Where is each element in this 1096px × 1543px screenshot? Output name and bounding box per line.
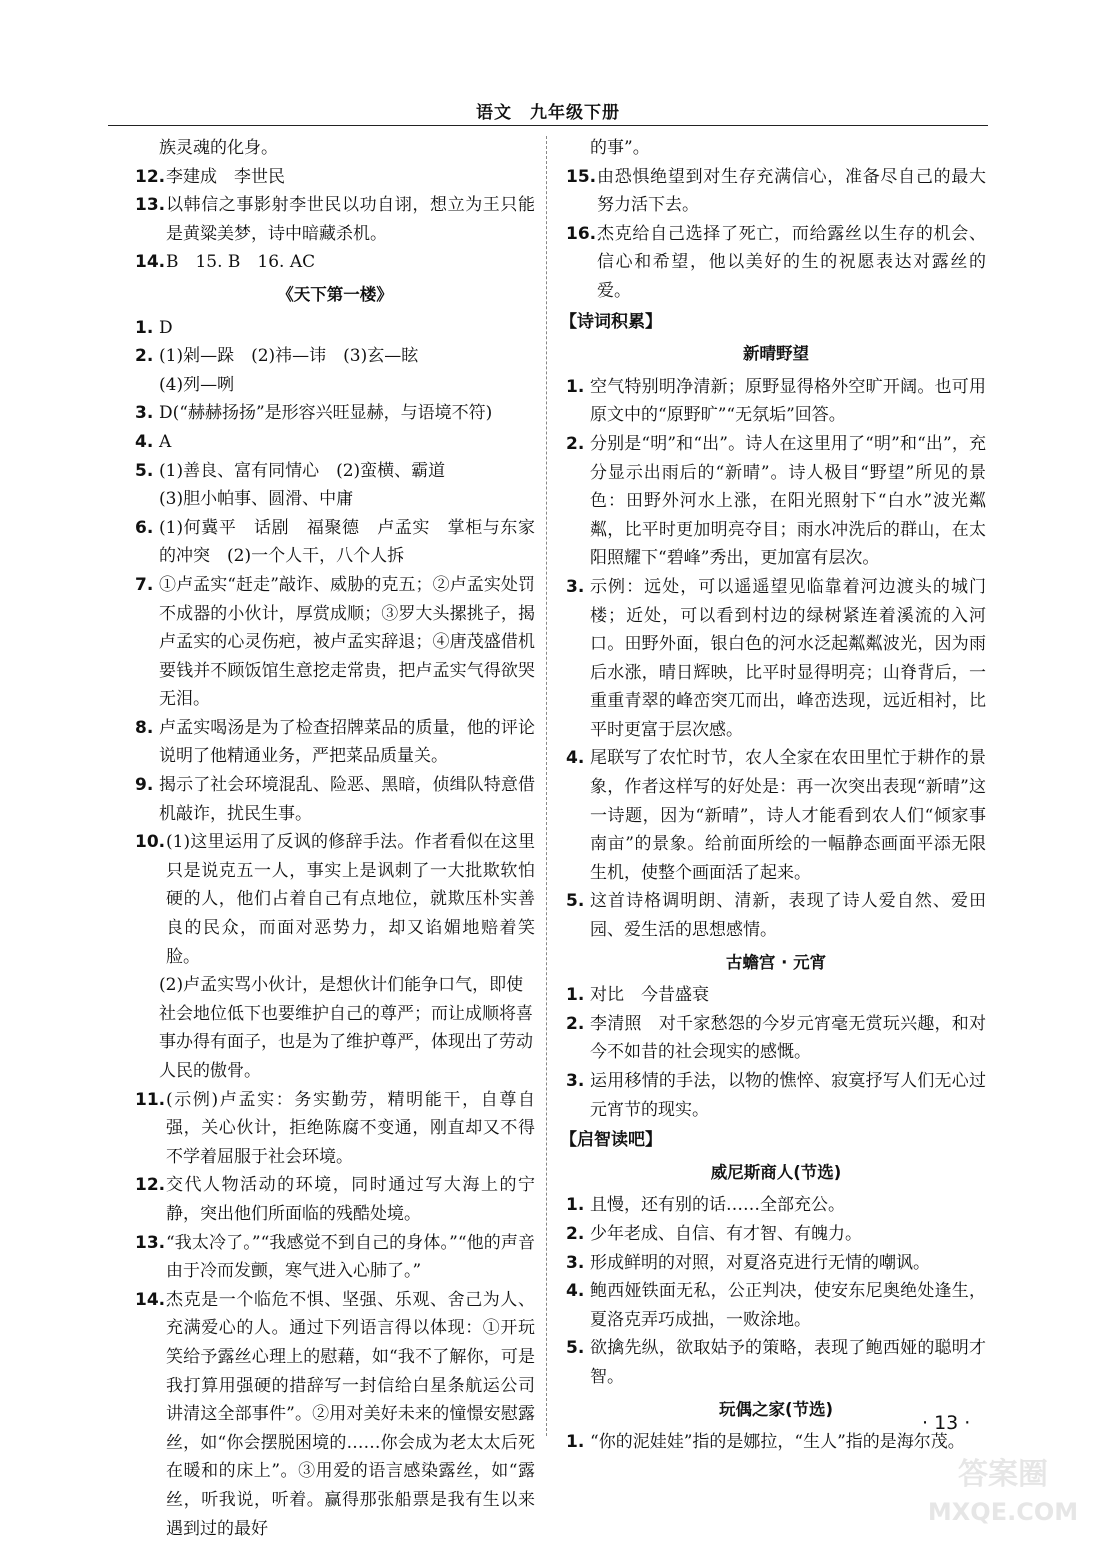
item-text: 交代人物活动的环境，同时通过写大海上的宁静，突出他们所面临的残酷处境。 [166,1175,535,1224]
item-number: 10. [135,832,166,853]
answer-item [566,1010,986,1067]
continued-text: 的事”。 [590,138,650,158]
section-tag: 【诗词积累】 [560,311,662,332]
item-number: 2. [135,346,154,367]
column-divider [546,136,547,1436]
answer-subline: (2)卢孟实骂小伙计，是想伙计们能争口气，即使社会地位低下也要维护自己的尊严；而让成顺将喜事办得有面子，也是为了维护尊严，体现出了劳动人民的傲骨。 [159,975,533,1081]
section-title: 威尼斯商人(节选) [710,1162,842,1182]
item-number: 4. [566,1281,585,1302]
item-text: “我太冷了。”“我感觉不到自己的身体。”“他的声音由于冷而发颤，寒气进入心肺了。” [166,1232,535,1282]
item-number: 4. [566,748,585,769]
answer-item [135,1286,535,1543]
item-text: 李清照 对千家愁怨的今岁元宵毫无赏玩兴趣，和对今不如昔的社会现实的感慨。 [590,1013,986,1063]
answer-item [135,714,535,771]
answer-item [566,1249,986,1278]
item-text: 揭示了社会环境混乱、险恶、黑暗，侦缉队特意借机敲诈，扰民生事。 [159,775,535,824]
item-number: 2. [566,1223,585,1244]
item-text: 少年老成、自信、有才智、有魄力。 [590,1223,862,1244]
item-text: 以韩信之事影射李世民以功自诩，想立为王只能是黄粱美梦，诗中暗藏杀机。 [166,195,535,244]
item-number: 3. [135,403,154,424]
item-text: 鲍西娅铁面无私，公正判决，使安东尼奥绝处逢生，夏洛克弄巧成拙，一败涂地。 [590,1281,986,1330]
item-text: (1)这里运用了反讽的修辞手法。作者看似在这里只是说克五一人，事实上是讽刺了一大批欺软怕硬的人，他们占着自己有点地位，就欺压朴实善良的民众，而面对恶势力，却又谄媚地赔着笑脸。 [166,832,535,967]
item-text: “你的泥娃娃”指的是娜拉，“生人”指的是海尔茂。 [590,1432,965,1453]
item-text: 李建成 李世民 [166,166,285,187]
section-title: 新晴野望 [743,344,809,364]
item-text: 分别是“明”和“出”。诗人在这里用了“明”和“出”，充分显示出雨后的“新晴”。诗人极目“野望”所见的景色：田野外河水上涨，在阳光照射下“白水”波光粼粼，比平时更加明亮夺目；雨水冲洗后的群山，在太阳照耀下“碧峰”秀出，更加富有层次。 [590,433,986,569]
left-column [135,134,535,1543]
item-text: B 15. B 16. AC [166,252,316,273]
section-title: 《天下第一楼》 [277,284,393,304]
item-text: (1)剁—跺 (2)祎—讳 (3)玄—眩 [159,346,419,367]
item-text: 尾联写了农忙时节，农人全家在农田里忙于耕作的景象，作者这样写的好处是：再一次突出表现“新晴”这一诗题，因为“新晴”，诗人才能看到农人们“倾家事南亩”的景象。给前面所绘的一幅静态画面平添无限生机，使整个画面活了起来。 [590,748,986,883]
item-number: 11. [135,1089,166,1110]
section-tag: 【启智读吧】 [560,1130,662,1151]
item-number: 1. [566,1432,585,1453]
item-number: 12. [135,166,166,187]
answer-subline: (3)胆小帕事、圆滑、中庸 [159,489,354,510]
answer-item [566,1191,986,1220]
answer-item [135,428,535,457]
item-text: 欲擒先纵，欲取姑予的策略，表现了鲍西娅的聪明才智。 [590,1338,986,1387]
item-number: 3. [566,576,585,597]
answer-item [566,744,986,887]
answer-item [566,1277,986,1334]
item-text: D(“赫赫扬扬”是形容兴旺显赫，与语境不符) [159,403,493,424]
answer-item [135,1086,535,1172]
item-number: 13. [135,1232,166,1253]
item-text: 形成鲜明的对照，对夏洛克进行无情的嘲讽。 [590,1252,930,1273]
answer-item [566,573,986,745]
continued-text: 族灵魂的化身。 [159,138,278,158]
answer-item [135,163,535,192]
item-number: 1. [135,317,154,338]
item-number: 2. [566,433,585,454]
answer-item [566,220,986,306]
answer-item [566,1067,986,1124]
answer-item [135,1229,535,1286]
answer-item [135,342,535,371]
item-number: 12. [135,1175,166,1196]
item-number: 14. [135,252,166,273]
item-text: (1)善良、富有同情心 (2)蛮横、霸道 [159,460,446,481]
answer-item [135,248,535,277]
answer-item [566,163,986,220]
answer-item [135,571,535,714]
item-number: 1. [566,985,585,1006]
item-text: 由恐惧绝望到对生存充满信心，准备尽自己的最大努力活下去。 [597,166,986,216]
item-text: 对比 今昔盛衰 [590,985,709,1006]
answer-item [135,1171,535,1228]
item-text: (1)何冀平 话剧 福聚德 卢孟实 掌柜与东家的冲突 (2)一个人干，八个人拆 [159,517,535,567]
item-text: A [159,431,172,452]
item-number: 6. [135,517,154,538]
item-text: 且慢，还有别的话……全部充公。 [590,1195,845,1216]
item-number: 5. [135,460,154,481]
answer-item [566,1334,986,1391]
item-number: 1. [566,376,585,397]
item-text: ①卢孟实“赶走”敲诈、威胁的克五；②卢孟实处罚不成器的小伙计，厚赏成顺；③罗大头摞挑子，揭卢孟实的心灵伤疤，被卢孟实辞退；④唐茂盛借机要钱并不顾饭馆生意挖走常贵，把卢孟实气得欲哭无泪。 [159,574,535,710]
watermark-top: 答案圈 [958,1457,1048,1492]
item-number: 5. [566,891,585,912]
answer-item [566,430,986,573]
item-number: 7. [135,574,154,595]
header-rule [108,125,988,126]
page-number: · 13 · [922,1412,971,1434]
item-number: 4. [135,431,154,452]
answer-item [135,314,535,343]
item-number: 14. [135,1289,166,1310]
answer-item [135,771,535,828]
item-text: D [159,317,173,338]
item-number: 3. [566,1071,585,1091]
answer-item [566,887,986,944]
answer-item [135,399,535,428]
item-number: 8. [135,717,154,738]
item-number: 2. [566,1013,585,1034]
answer-item [135,191,535,248]
item-text: 卢孟实喝汤是为了检查招牌菜品的质量，他的评论说明了他精通业务，严把菜品质量关。 [159,717,535,767]
section-title: 古蟾宫 · 元宵 [725,952,827,972]
answer-item [566,1220,986,1249]
item-text: 杰克是一个临危不惧、坚强、乐观、舍己为人、充满爱心的人。通过下列语言得以体现：①开玩笑给予露丝心理上的慰藉，如“我不了解你，可是我打算用强硬的措辞写一封信给白星条航运公司讲清这全部事件”。②用对美好未来的憧憬安慰露丝，如“你会摆脱困境的……你会成为老太太后死在暖和的床上”。③用爱的语言感染露丝，如“露丝，听我说，听着。赢得那张船票是我有生以来遇到过的最好 [166,1289,535,1539]
running-header: 语文 九年级下册 [476,103,620,123]
answer-item [566,373,986,430]
watermark-bottom: MXQE.COM [928,1498,1078,1526]
item-text: 示例：远处，可以遥遥望见临靠着河边渡头的城门楼；近处，可以看到村边的绿树紧连着溪流的入河口。田野外面，银白色的河水泛起粼粼波光，因为雨后水涨，晴日辉映，比平时显得明亮；山脊背后，一重重青翠的峰峦突兀而出，峰峦迭现，远近相衬，比平时更富于层次感。 [590,576,986,740]
item-number: 13. [135,195,166,216]
answer-item [566,981,986,1010]
right-column [560,134,986,1457]
watermark-logo [928,1450,1078,1530]
answer-item [135,514,535,571]
item-text: 空气特别明净清新；原野显得格外空旷开阔。也可用原文中的“原野旷”“无氛垢”回答。 [590,376,986,426]
item-text: 这首诗格调明朗、清新，表现了诗人爱自然、爱田园、爱生活的思想感情。 [590,891,986,941]
section-title: 玩偶之家(节选) [718,1399,834,1419]
answer-subline: (4)列—咧 [159,374,235,395]
item-number: 3. [566,1252,585,1273]
item-number: 9. [135,775,154,796]
item-text: 杰克给自己选择了死亡，而给露丝以生存的机会、信心和希望，他以美好的生的祝愿表达对露丝的爱。 [597,223,986,301]
item-number: 15. [566,166,597,187]
item-text: (示例)卢孟实：务实勤劳，精明能干，自尊自强，关心伙计，拒绝陈腐不变通，刚直却又不得不学着屈服于社会环境。 [166,1089,535,1167]
item-number: 1. [566,1195,585,1216]
answer-item [135,828,535,971]
item-number: 16. [566,223,597,244]
item-text: 运用移情的手法，以物的憔悴、寂寞抒写人们无心过元宵节的现实。 [590,1071,986,1120]
item-number: 5. [566,1338,585,1359]
answer-item [135,457,535,486]
